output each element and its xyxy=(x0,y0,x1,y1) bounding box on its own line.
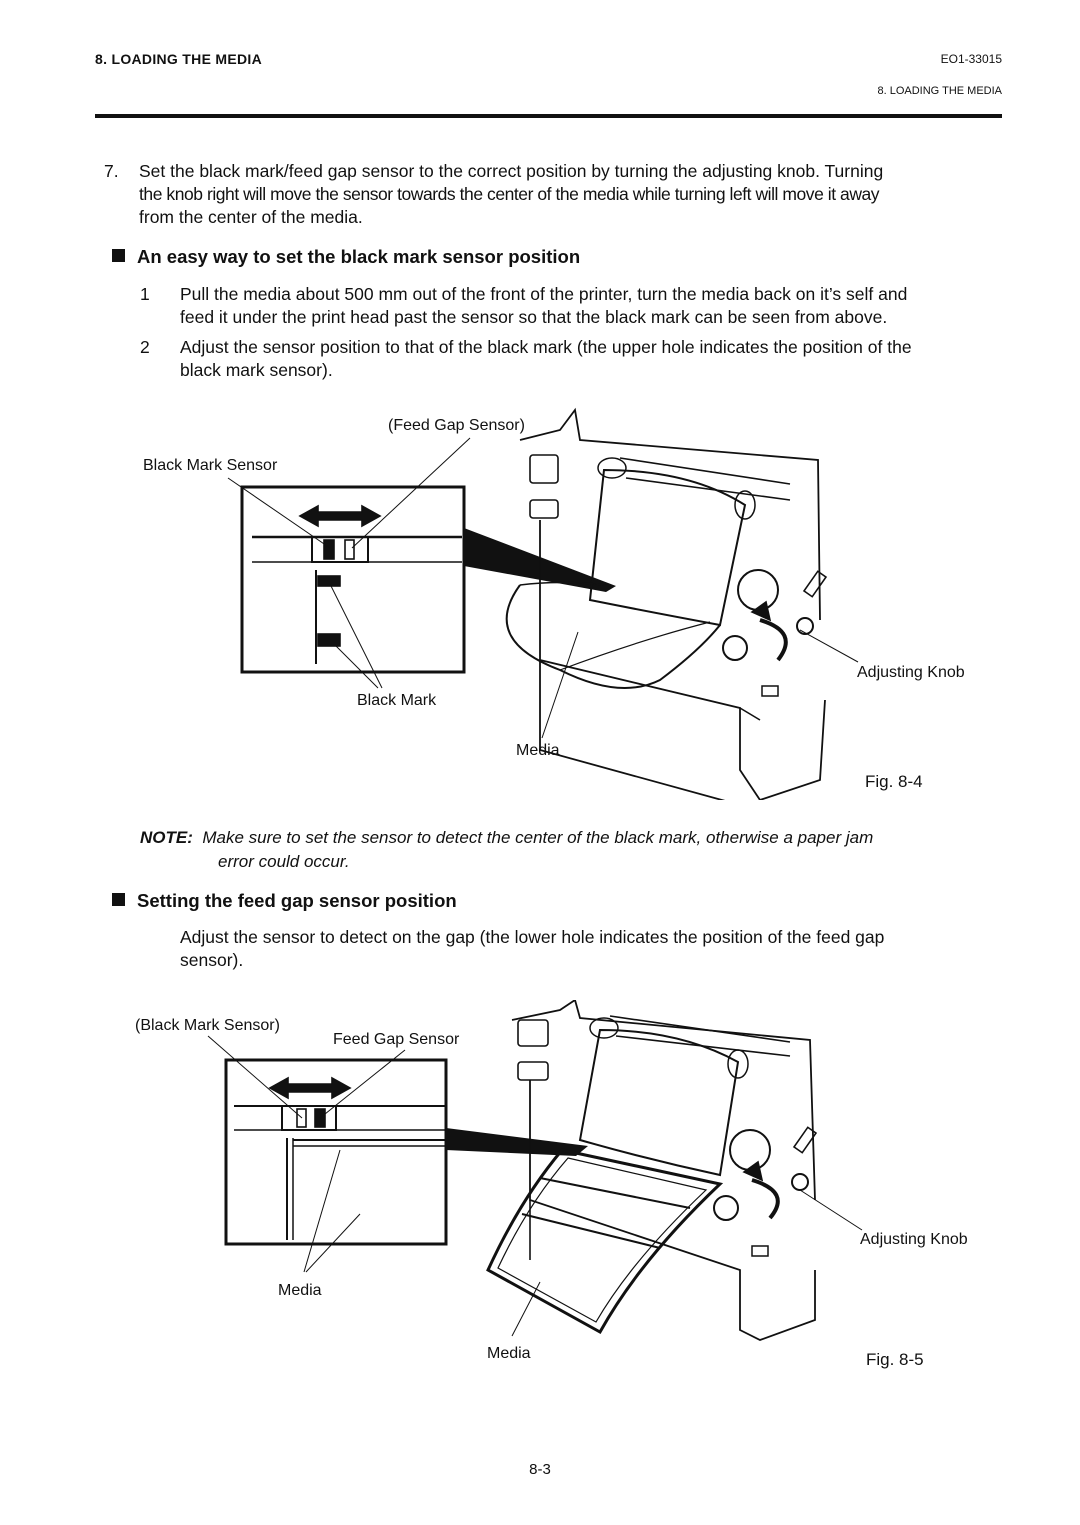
list-item xyxy=(140,336,1000,382)
header-rule xyxy=(95,114,1002,118)
feed-gap-line-1: Adjust the sensor to detect on the gap (the lower hole indicates the position of the feed gap xyxy=(180,927,885,947)
heading-black-mark-text: An easy way to set the black mark sensor position xyxy=(137,246,581,267)
item-1-line-2: feed it under the print head past the sensor so that the black mark can be seen from above. xyxy=(180,307,888,327)
note xyxy=(140,826,1020,874)
heading-black-mark xyxy=(112,246,580,268)
heading-feed-gap xyxy=(112,890,457,912)
label-black-mark: Black Mark xyxy=(357,692,437,709)
item-number: 2 xyxy=(140,337,150,357)
figure-8-5 xyxy=(0,1000,1080,1380)
label-media: Media xyxy=(516,742,560,759)
label-adjusting-knob: Adjusting Knob xyxy=(857,664,965,681)
label-media-bottom: Media xyxy=(487,1345,531,1362)
figure-caption: Fig. 8-5 xyxy=(866,1350,924,1369)
figure-8-4 xyxy=(0,400,1080,800)
square-bullet-icon xyxy=(112,249,125,262)
feed-gap-paragraph xyxy=(180,926,1010,972)
section-header-small: 8. LOADING THE MEDIA xyxy=(877,85,1002,97)
label-feed-gap-sensor: Feed Gap Sensor xyxy=(333,1031,460,1048)
item-2-line-2: black mark sensor). xyxy=(180,360,333,380)
step-number: 7. xyxy=(104,161,119,181)
note-prefix: NOTE: xyxy=(140,828,193,847)
item-1-line-1: Pull the media about 500 mm out of the front of the printer, turn the media back on it’s self and xyxy=(180,284,908,304)
label-adjusting-knob: Adjusting Knob xyxy=(860,1231,968,1248)
item-number: 1 xyxy=(140,284,150,304)
label-black-mark-sensor: Black Mark Sensor xyxy=(143,457,278,474)
document-id: EO1-33015 xyxy=(940,52,1002,66)
step-7 xyxy=(104,160,1004,229)
note-line-2: error could occur. xyxy=(218,852,350,871)
step-7-line-1: Set the black mark/feed gap sensor to the correct position by turning the adjusting knob. Turning xyxy=(139,161,884,181)
step-7-line-2: the knob right will move the sensor towards the center of the media while turning left will move it away xyxy=(139,184,880,204)
label-feed-gap-sensor: (Feed Gap Sensor) xyxy=(388,417,525,434)
square-bullet-icon xyxy=(112,893,125,906)
feed-gap-line-2: sensor). xyxy=(180,950,244,970)
figure-8-5-illustration xyxy=(0,1000,1080,1380)
label-media-left: Media xyxy=(278,1282,322,1299)
note-line-1: Make sure to set the sensor to detect the center of the black mark, otherwise a paper jam xyxy=(202,828,874,847)
figure-caption: Fig. 8-4 xyxy=(865,772,923,791)
item-2-line-1: Adjust the sensor position to that of the black mark (the upper hole indicates the position of the xyxy=(180,337,912,357)
section-header: 8. LOADING THE MEDIA xyxy=(95,51,263,67)
list-item xyxy=(140,283,1000,329)
step-7-line-3: from the center of the media. xyxy=(139,207,363,227)
heading-feed-gap-text: Setting the feed gap sensor position xyxy=(137,890,457,911)
label-black-mark-sensor: (Black Mark Sensor) xyxy=(135,1017,280,1034)
page-number: 8-3 xyxy=(529,1461,551,1478)
